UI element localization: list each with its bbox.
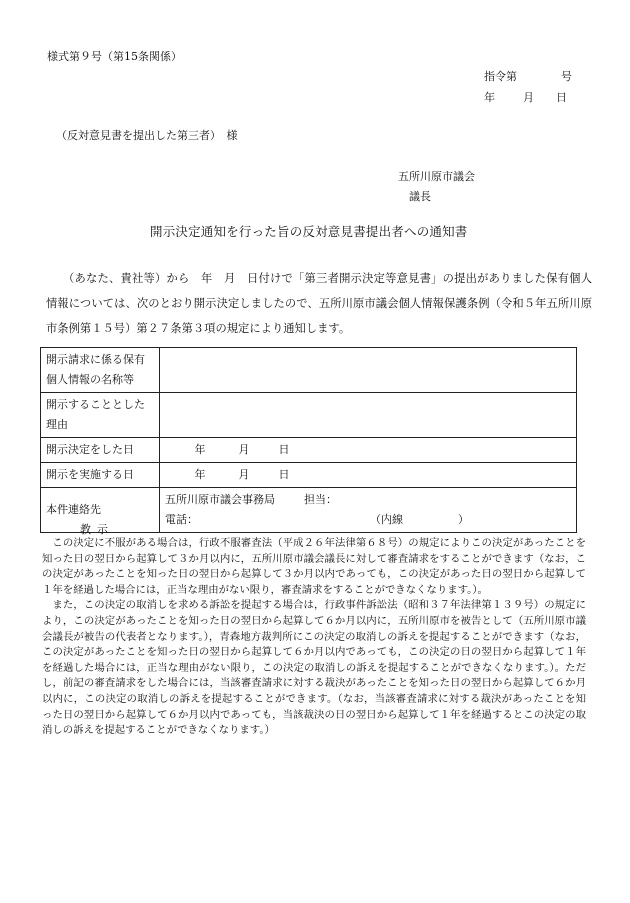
sender-block [398,167,475,207]
table-label-info-name [41,348,160,393]
contact-office-line [165,490,571,510]
implementation-date-month: 月 [238,468,250,481]
decision-date-year: 年 [194,443,206,456]
contact-phone-line [165,510,571,530]
sender-organization: 五所川原市議会 [398,170,475,183]
label-line: 開示請求に係る保有 [46,353,145,366]
table-value-info-name [160,348,577,393]
table-row [41,488,577,533]
info-table [40,347,577,533]
label-line: 理由 [46,418,68,431]
table-label-contact: 本件連絡先 [41,488,160,533]
table-value-decision-date [160,438,577,463]
reference-date-month: 月 [523,91,534,104]
contact-extension: （内線 ） [370,513,469,526]
reference-date [484,87,572,108]
reference-number-label: 指令第 [484,70,517,83]
label-line: 個人情報の名称等 [46,373,134,386]
reference-date-year: 年 [484,91,495,104]
body-text [46,266,592,341]
label-line: 開示することとした [46,398,145,411]
decision-date-day: 日 [278,443,290,456]
table-label-implementation-date: 開示を実施する日 [41,463,160,488]
table-value-implementation-date [160,463,577,488]
table-row [41,463,577,488]
table-row [41,438,577,463]
implementation-date-year: 年 [194,468,206,481]
decision-date-month: 月 [238,443,250,456]
table-row [41,348,577,393]
reference-number [484,66,572,87]
reference-date-day: 日 [556,91,567,104]
table-label-disclosure-reason [41,393,160,438]
contact-phone-label: 電話： [165,513,198,526]
table-value-contact [160,488,577,533]
reference-number-suffix: 号 [561,70,572,83]
contact-person-label: 担当： [304,493,337,506]
notice-text [42,536,586,739]
implementation-date-day: 日 [278,468,290,481]
contact-office: 五所川原市議会事務局 [165,493,275,506]
notice-heading: 教示 [80,523,114,536]
form-number: 様式第９号（第15条関係） [47,50,182,63]
table-label-decision-date: 開示決定をした日 [41,438,160,463]
addressee: （反対意見書を提出した第三者） 様 [56,129,238,142]
reference-block [484,66,572,108]
document-title: 開示決定通知を行った旨の反対意見書提出者への通知書 [150,224,468,239]
table-value-disclosure-reason [160,393,577,438]
sender-title: 議長 [409,190,431,203]
notice-paragraph-1: この決定に不服がある場合は，行政不服審査法（平成２６年法律第６８号）の規定によりこの決定があったことを知った日の翌日から起算して３か月以内に，五所川原市議会議長に対して審査請求をすることができます（なお，この決定があったことを知った日の翌日から起算して３か月以内であっても，この決定があった日の翌日から起算して１年を経過した場合には，正当な理由がない限り，審査請求をすることができなくなります。）。 [42,537,586,596]
notice-paragraph-2: また，この決定の取消しを求める訴訟を提起する場合は，行政事件訴訟法（昭和３７年法律第１３９号）の規定により，この決定があったことを知った日の翌日から起算して６か月以内に，五所川原市を被告として（五所川原市議会議長が被告の代表者となります。），青森地方裁判所にこの決定の取消しの訴えを提起することができます（なお，この決定があったことを知った日の翌日から起算して６か月以内であっても，この決定の日の翌日から起算して１年を経過した場合には，正当な理由がない限り，この決定の取消しの訴えを提起することができなくなります。）。ただし，前記の審査請求をした場合には，当該審査請求に対する裁決があったことを知った日の翌日から起算して６か月以内に，この決定の取消しの訴えを提起することができます。（なお，当該審査請求に対する裁決があったことを知った日の翌日から起算して６か月以内であっても，当該裁決の日の翌日から起算して１年を経過するとこの決定の取消しの訴えを提起することができなくなります。） [42,599,586,737]
table-row [41,393,577,438]
body-paragraph: （あなた、貴社等）から 年 月 日付けで「第三者開示決定等意見書」の提出がありました保有個人情報については、次のとおり開示決定しましたので、五所川原市議会個人情報保護条例（令和５年五所川原市条例第１５号）第２７条第３項の規定により通知します。 [46,272,592,335]
